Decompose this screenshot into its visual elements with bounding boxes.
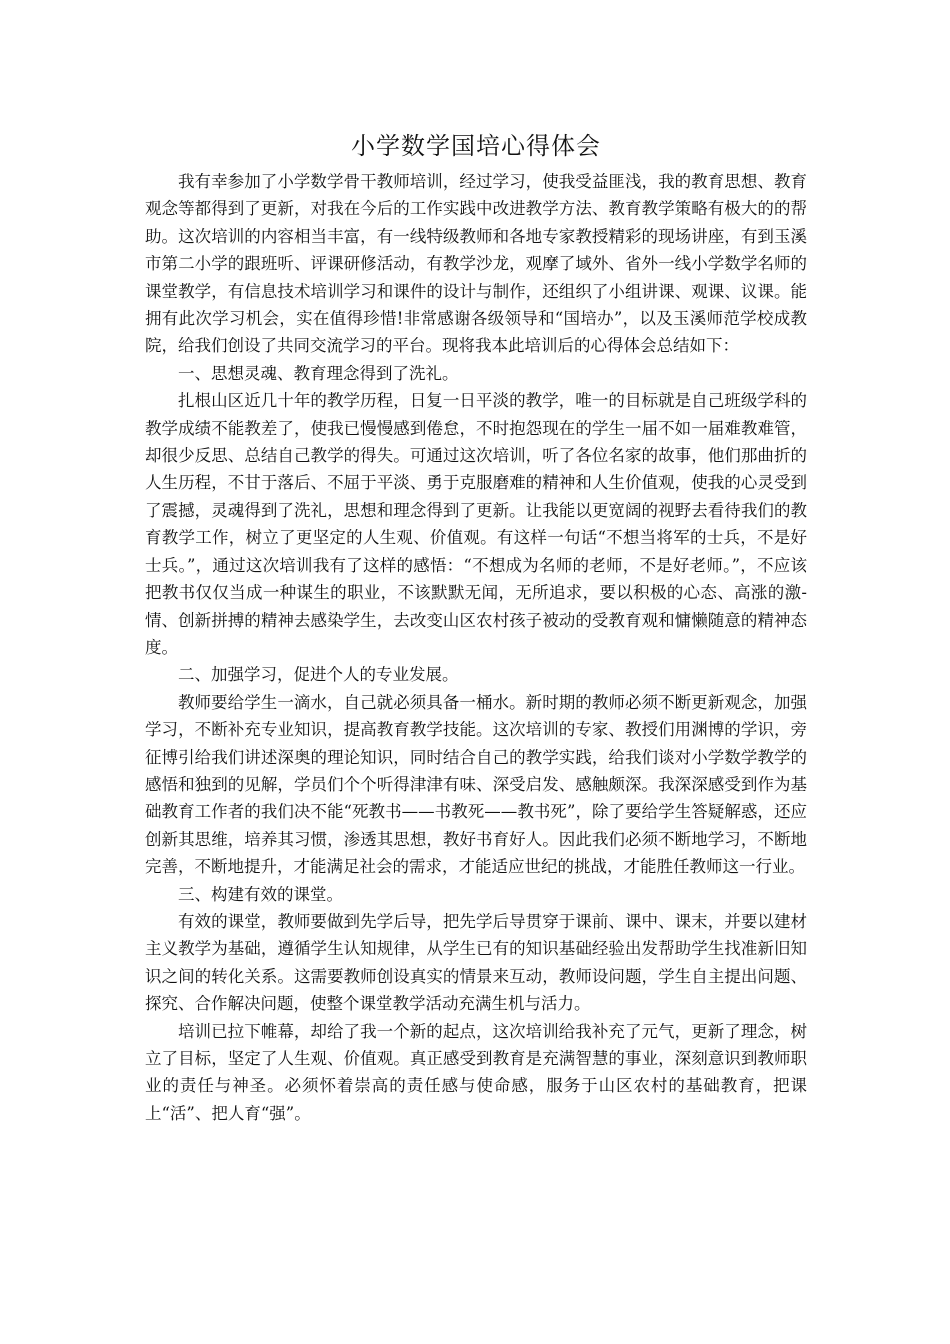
section-heading-1: 一、思想灵魂、教育理念得到了洗礼。 — [178, 363, 459, 383]
paragraph-section-1: 扎根山区近几十年的教学历程，日复一日平淡的教学，唯一的目标就是自己班级学科的教学成绩不能教差了，使我已慢慢感到倦怠，不时抱怨现在的学生一届不如一届难教难管，却很少反思、总结自己教学的得失。可通过这次培训，听了各位名家的故事，他们那曲折的人生历程，不甘于落后、不屈于平淡、勇于克服磨难的精神和人生价值观，使我的心灵受到了震撼，灵魂得到了洗礼，思想和理念得到了更新。让我能以更宽阔的视野去看待我们的教育教学工作，树立了更坚定的人生观、价值观。有这样一句话“不想当将军的士兵，不是好士兵。”，通过这次培训我有了这样的感悟：“不想成为名师的老师，不是好老师。”，不应该把教书仅仅当成一种谋生的职业，不该默默无闻，无所追求，要以积极的心态、高涨的激-情、创新拼搏的精神去感染学生，去改变山区农村孩子被动的受教育观和慵懒随意的精神态度。 — [145, 391, 807, 657]
document-title: 小学数学国培心得体会 — [351, 132, 601, 160]
section-heading-2: 二、加强学习，促进个人的专业发展。 — [178, 665, 459, 685]
paragraph-intro: 我有幸参加了小学数学骨干教师培训，经过学习，使我受益匪浅，我的教育思想、教育观念等都得到了更新，对我在今后的工作实践中改进教学方法、教育教学策略有极大的的帮助。这次培训的内容相当丰富，有一线特级教师和各地专家教授精彩的现场讲座，有到玉溪市第二小学的跟班听、评课研修活动，有教学沙龙，观摩了域外、省外一线小学数学名师的课堂教学，有信息技术培训学习和课件的设计与制作，还组织了小组讲课、观课、议课。能拥有此次学习机会，实在值得珍惜!非常感谢各级领导和“国培办”，以及玉溪师范学校成教院，给我们创设了共同交流学习的平台。现将我本此培训后的心得体会总结如下： — [145, 172, 807, 356]
section-heading-3: 三、构建有效的课堂。 — [178, 884, 343, 904]
paragraph-section-2: 教师要给学生一滴水，自己就必须具备一桶水。新时期的教师必须不断更新观念，加强学习，不断补充专业知识，提高教育教学技能。这次培训的专家、教授们用渊博的学识，旁征博引给我们讲述深奥的理论知识，同时结合自己的教学实践，给我们谈对小学数学教学的感悟和独到的见解，学员们个个听得津津有味、深受启发、感触颇深。我深深感受到作为基础教育工作者的我们决不能“死教书——书教死——教书死”，除了要给学生答疑解惑，还应创新其思维，培养其习惯，渗透其思想，教好书育好人。因此我们必须不断地学习，不断地完善，不断地提升，才能满足社会的需求，才能适应世纪的挑战，才能胜任教师这一行业。 — [145, 692, 807, 877]
paragraph-conclusion: 培训已拉下帷幕，却给了我一个新的起点，这次培训给我补充了元气，更新了理念，树立了目标，坚定了人生观、价值观。真正感受到教育是充满智慧的事业，深刻意识到教师职业的责任与神圣。必须怀着崇高的责任感与使命感，服务于山区农村的基础教育，把课上“活”、把人育“强”。 — [145, 1021, 807, 1123]
document-page — [145, 128, 807, 1127]
paragraph-section-3: 有效的课堂，教师要做到先学后导，把先学后导贯穿于课前、课中、课末，并要以建材主义教学为基础，遵循学生认知规律，从学生已有的知识基础经验出发帮助学生找准新旧知识之间的转化关系。这需要教师创设真实的情景来互动，教师设问题，学生自主提出问题、探究、合作解决问题，使整个课堂教学活动充满生机与活力。 — [145, 911, 807, 1014]
